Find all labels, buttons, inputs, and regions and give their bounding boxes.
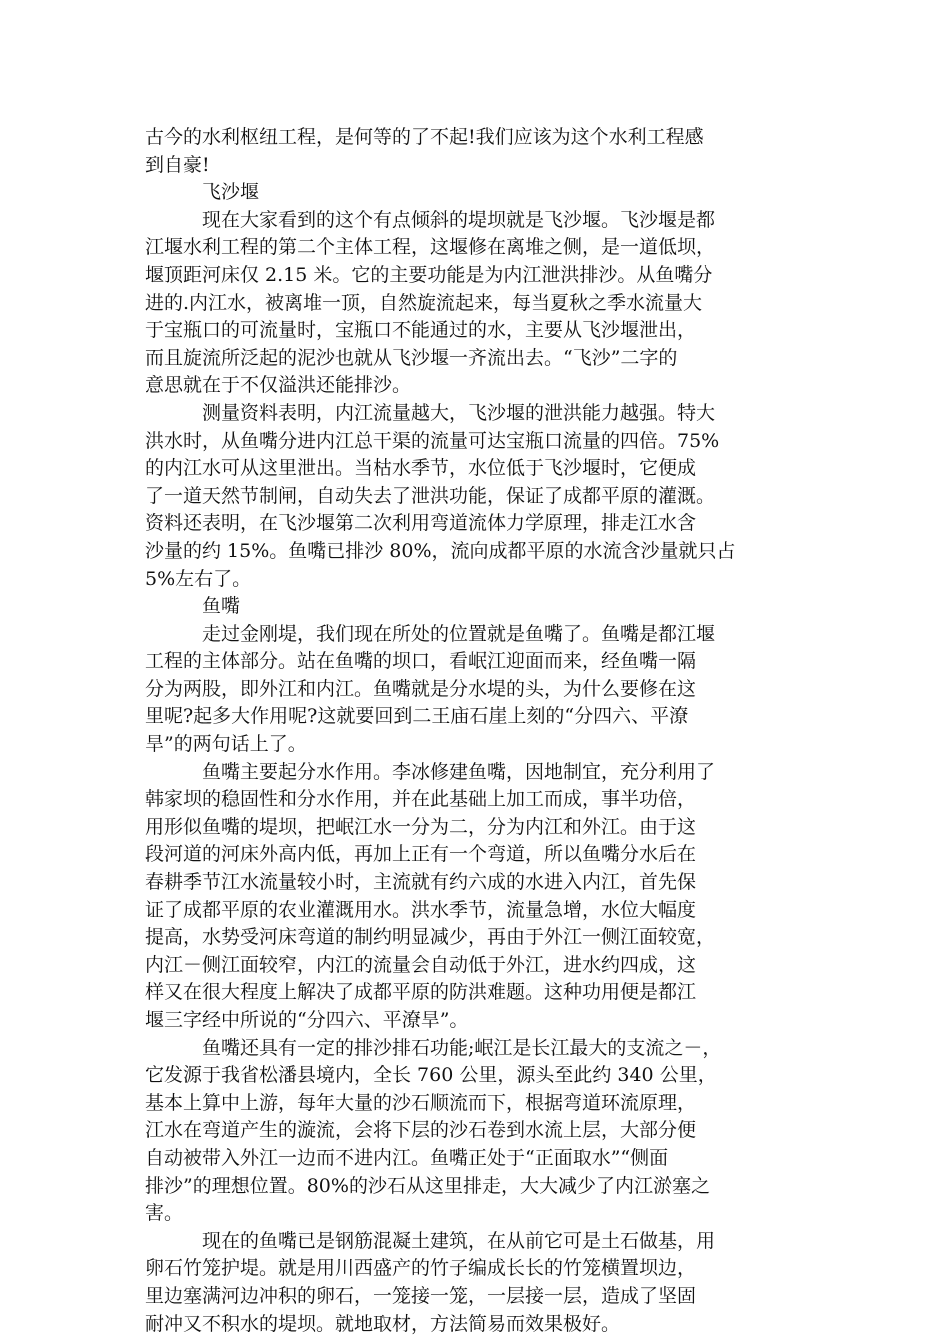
- paragraph: [145, 1228, 810, 1338]
- text-line: 样又在很大程度上解决了成都平原的防洪难题。这种功用便是都江: [145, 981, 697, 1004]
- text-line: 用形似鱼嘴的堤坝，把岷江水一分为二，分为内江和外江。由于这: [145, 815, 697, 838]
- text-line: 进的.内江水，被离堆一顶，自然旋流起来，每当夏秋之季水流量大: [145, 291, 703, 314]
- section-heading: [145, 179, 810, 207]
- text-line: 到自豪!: [145, 153, 210, 176]
- text-line: 工程的主体部分。站在鱼嘴的坝口，看岷江迎面而来，经鱼嘴一隔: [145, 650, 697, 673]
- text-line: 它发源于我省松潘县境内，全长 760 公里，源头至此约 340 公里，: [145, 1064, 717, 1087]
- paragraph: [145, 207, 810, 400]
- paragraph: [145, 621, 810, 759]
- text-line: 旱”的两句话上了。: [145, 733, 307, 756]
- text-line: 韩家坝的稳固性和分水作用，并在此基础上加工而成，事半功倍，: [145, 788, 697, 811]
- text-line: 害。: [145, 1202, 184, 1225]
- heading-text: 鱼嘴: [202, 595, 241, 618]
- text-line: 现在大家看到的这个有点倾斜的堤坝就是飞沙堰。飞沙堰是都: [202, 208, 716, 231]
- text-line: 里边塞满河边冲积的卵石，一笼接一笼，一层接一层，造成了坚固: [145, 1284, 697, 1307]
- text-line: 段河道的河床外高内低，再加上正有一个弯道，所以鱼嘴分水后在: [145, 843, 697, 866]
- text-line: 意思就在于不仅溢洪还能排沙。: [145, 374, 412, 397]
- text-line: 走过金刚堤，我们现在所处的位置就是鱼嘴了。鱼嘴是都江堰: [202, 622, 716, 645]
- text-line: 5%左右了。: [145, 567, 252, 590]
- text-line: 古今的水利枢纽工程，是何等的了不起!我们应该为这个水利工程感: [145, 126, 704, 148]
- text-line: 自动被带入外江一边而不进内江。鱼嘴正处于“正面取水”“侧面: [145, 1146, 669, 1169]
- text-line: 分为两股，即外江和内江。鱼嘴就是分水堤的头，为什么要修在这: [145, 677, 697, 700]
- text-line: 江堰水利工程的第二个主体工程，这堰修在离堆之侧，是一道低坝，: [145, 236, 716, 259]
- text-line: 鱼嘴还具有一定的排沙排石功能;岷江是长江最大的支流之－，: [202, 1036, 722, 1059]
- text-line: 提高，水势受河床弯道的制约明显减少，再由于外江一侧江面较宽，: [145, 926, 716, 949]
- text-line: 洪水时，从鱼嘴分进内江总干渠的流量可达宝瓶口流量的四倍。75%: [145, 429, 720, 452]
- text-line: 的内江水可从这里泄出。当枯水季节，水位低于飞沙堰时，它便成: [145, 457, 697, 480]
- text-line: 江水在弯道产生的漩流，会将下层的沙石卷到水流上层，大部分便: [145, 1119, 697, 1142]
- paragraph: [145, 400, 810, 593]
- paragraph: [145, 1035, 810, 1228]
- section-heading: [145, 593, 810, 621]
- text-line: 鱼嘴主要起分水作用。李冰修建鱼嘴，因地制宜，充分利用了: [202, 760, 716, 783]
- text-line: 耐冲又不积水的堤坝。就地取材，方法简易而效果极好。: [145, 1312, 621, 1335]
- paragraph: [145, 124, 810, 179]
- text-line: 测量资料表明，内江流量越大，飞沙堰的泄洪能力越强。特大: [202, 401, 716, 424]
- text-line: 证了成都平原的农业灌溉用水。洪水季节，流量急增，水位大幅度: [145, 898, 697, 921]
- text-line: 堰顶距河床仅 2.15 米。它的主要功能是为内江泄洪排沙。从鱼嘴分: [145, 263, 713, 286]
- text-line: 沙量的约 15%。鱼嘴已排沙 80%，流向成都平原的水流含沙量就只占: [145, 539, 736, 562]
- text-line: 卵石竹笼护堤。就是用川西盛产的竹子编成长长的竹笼横置坝边，: [145, 1257, 697, 1280]
- text-line: 资料还表明，在飞沙堰第二次利用弯道流体力学原理，排走江水含: [145, 512, 697, 535]
- text-line: 而且旋流所泛起的泥沙也就从飞沙堰一齐流出去。“飞沙”二字的: [145, 346, 678, 369]
- text-line: 堰三字经中所说的“分四六、平潦旱”。: [145, 1009, 469, 1031]
- text-line: 基本上算中上游，每年大量的沙石顺流而下，根据弯道环流原理，: [145, 1091, 697, 1114]
- text-line: 里呢?起多大作用呢?这就要回到二王庙石崖上刻的“分四六、平潦: [145, 705, 689, 728]
- document-page: [145, 124, 810, 1338]
- text-line: 现在的鱼嘴已是钢筋混凝土建筑，在从前它可是土石做基，用: [202, 1229, 716, 1252]
- text-line: 排沙”的理想位置。80%的沙石从这里排走，大大减少了内江淤塞之: [145, 1174, 710, 1197]
- heading-text: 飞沙堰: [202, 181, 260, 204]
- text-line: 了一道天然节制闸，自动失去了泄洪功能，保证了成都平原的灌溉。: [145, 484, 716, 507]
- paragraph: [145, 759, 810, 1035]
- text-line: 于宝瓶口的可流量时，宝瓶口不能通过的水，主要从飞沙堰泄出，: [145, 319, 697, 342]
- text-line: 内江－侧江面较窄，内江的流量会自动低于外江，进水约四成，这: [145, 953, 697, 976]
- text-line: 春耕季节江水流量较小时，主流就有约六成的水进入内江，首先保: [145, 871, 697, 894]
